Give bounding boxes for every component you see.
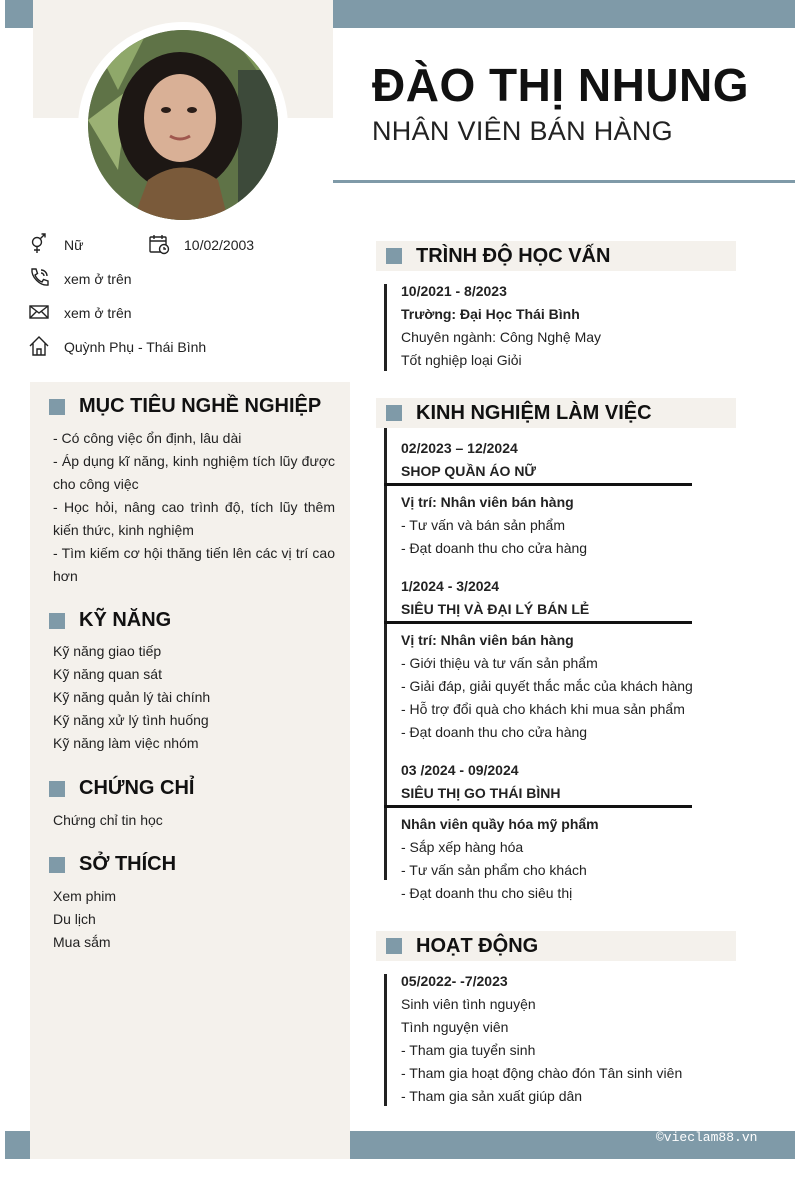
education-period: 10/2021 - 8/2023 [401,283,507,299]
job-task: - Tư vấn sản phẩm cho khách [401,862,587,878]
skill-item: Kỹ năng quản lý tài chính [53,689,211,705]
activities-heading [376,931,736,961]
job-period: 1/2024 - 3/2024 [401,578,500,594]
bullet-square [386,938,402,954]
job-divider [384,621,692,624]
activity-line: - Tham gia hoạt động chào đón Tân sinh viên [401,1065,683,1081]
job-task: - Hỗ trợ đổi quà cho khách khi mua sản phẩm [401,701,685,717]
job-period: 03 /2024 - 09/2024 [401,762,519,778]
activities-period: 05/2022- -7/2023 [401,973,508,989]
job-position: Vị trí: Nhân viên bán hàng [401,494,574,510]
skill-item: Kỹ năng làm việc nhóm [53,735,199,751]
objective-list [53,427,335,588]
education-grade: Tốt nghiệp loại Giỏi [401,352,522,368]
avatar [88,30,278,220]
address-value: Quỳnh Phụ - Thái Bình [64,339,207,355]
gender-icon [28,233,50,255]
job-position: Vị trí: Nhân viên bán hàng [401,632,574,648]
email-value: xem ở trên [64,305,132,321]
calendar-icon [148,233,170,255]
certificates-title: CHỨNG CHỈ [79,777,195,799]
job-company: SHOP QUẦN ÁO NỮ [401,463,537,479]
job-task: - Tư vấn và bán sản phẩm [401,517,565,533]
activity-line: Sinh viên tình nguyện [401,996,536,1012]
hobby-item: Xem phim [53,888,117,904]
job-divider [384,483,692,486]
bullet-square [49,857,65,873]
objective-line: - Có công việc ổn định, lâu dài [53,430,242,446]
objective-heading [49,395,321,418]
job-task: - Giải đáp, giải quyết thắc mắc của khách hàng [401,678,693,694]
activities-title: HOẠT ĐỘNG [416,934,539,957]
education-heading-inner [386,245,610,268]
job-company: SIÊU THỊ GO THÁI BÌNH [401,785,561,801]
avatar-photo [88,30,278,220]
job-task: - Sắp xếp hàng hóa [401,839,524,855]
hobbies-list [53,885,335,954]
skills-title: KỸ NĂNG [79,609,172,631]
candidate-name: ĐÀO THỊ NHUNG [372,59,750,111]
activity-line: Tình nguyện viên [401,1019,509,1035]
home-icon [28,335,50,357]
certificates-heading [49,777,194,800]
certificates-list [53,809,335,832]
hobbies-heading [49,853,176,876]
experience-timeline [384,428,387,880]
bullet-square [386,248,402,264]
footer-brand: ©vieclam88.vn [656,1130,758,1145]
skill-item: Kỹ năng quan sát [53,666,162,682]
job-company: SIÊU THỊ VÀ ĐẠI LÝ BÁN LẺ [401,601,590,617]
activity-line: - Tham gia tuyển sinh [401,1042,536,1058]
bullet-square [386,405,402,421]
objective-title: MỤC TIÊU NGHỀ NGHIỆP [79,395,322,417]
candidate-role: NHÂN VIÊN BÁN HÀNG [372,116,673,146]
hobbies-title: SỞ THÍCH [79,853,177,875]
left-sidebar-footer [30,1131,350,1159]
skills-heading [49,609,171,632]
job-task: - Đạt doanh thu cho cửa hàng [401,724,588,740]
phone-icon [28,267,50,289]
skills-list [53,640,335,755]
job-divider [384,805,692,808]
birthday-value: 10/02/2003 [184,237,255,253]
activities-heading-inner [386,935,538,958]
job-task: - Đạt doanh thu cho siêu thị [401,885,573,901]
activity-line: - Tham gia sản xuất giúp dân [401,1088,583,1104]
job-position: Nhân viên quầy hóa mỹ phẩm [401,816,599,832]
education-major: Chuyên ngành: Công Nghệ May [401,329,602,345]
objective-line: - Học hỏi, nâng cao trình độ, tích lũy thêm kiến thức, kinh nghiệm [53,499,335,538]
gender-value: Nữ [64,237,84,253]
hobby-item: Mua sắm [53,934,111,950]
experience-heading [376,398,736,428]
phone-value: xem ở trên [64,271,132,287]
mail-icon [28,301,50,323]
experience-title: KINH NGHIỆM LÀM VIỆC [416,401,652,424]
activities-timeline [384,974,387,1106]
skill-item: Kỹ năng xử lý tình huống [53,712,209,728]
education-timeline [384,284,387,371]
job-task: - Giới thiệu và tư vấn sản phẩm [401,655,598,671]
bullet-square [49,613,65,629]
hobby-item: Du lịch [53,911,96,927]
job-period: 02/2023 – 12/2024 [401,440,518,456]
experience-heading-inner [386,402,652,425]
education-heading [376,241,736,271]
bullet-square [49,399,65,415]
bullet-square [49,781,65,797]
education-title: TRÌNH ĐỘ HỌC VẤN [416,244,611,267]
header-divider [333,180,795,183]
education-school: Trường: Đại Học Thái Bình [401,306,580,322]
certificate-item: Chứng chỉ tin học [53,812,163,828]
job-task: - Đạt doanh thu cho cửa hàng [401,540,588,556]
skill-item: Kỹ năng giao tiếp [53,643,162,659]
objective-line: - Áp dụng kĩ năng, kinh nghiệm tích lũy được cho công việc [53,453,335,492]
objective-line: - Tìm kiếm cơ hội thăng tiến lên các vị trí cao hơn [53,545,335,584]
